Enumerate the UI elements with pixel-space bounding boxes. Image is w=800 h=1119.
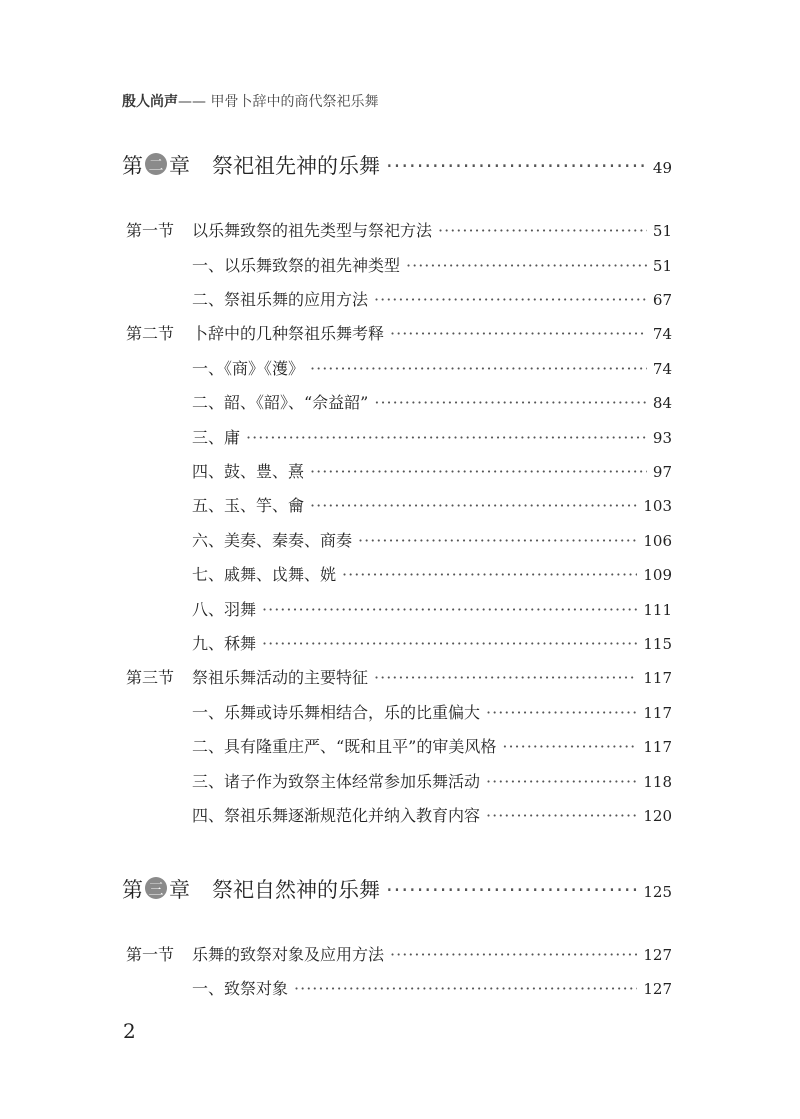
leader-dots (294, 979, 637, 998)
section-label: 第三节 (126, 668, 175, 687)
toc-item (192, 390, 672, 413)
leader-dots (262, 600, 637, 619)
toc-entry-title: 二、祭祖乐舞的应用方法 (192, 290, 369, 309)
toc-page-number: 120 (643, 807, 672, 825)
toc-section (126, 665, 672, 688)
toc-page-number: 117 (643, 669, 672, 687)
section-label: 第二节 (126, 324, 175, 343)
leader-dots (310, 462, 647, 481)
toc-page-number: 117 (643, 704, 672, 722)
toc-item (192, 769, 672, 792)
toc-section (126, 218, 672, 241)
chapter-number-badge: 三 (145, 877, 167, 899)
page-number: 2 (123, 1019, 136, 1043)
book-title: 殷人尚声 (122, 94, 178, 110)
toc-item (192, 700, 672, 723)
leader-dots (374, 393, 647, 412)
chapter-title: 祭祀自然神的乐舞 (212, 878, 380, 902)
leader-dots (310, 359, 647, 378)
leader-dots (246, 428, 647, 447)
toc-page-number: 125 (643, 883, 672, 901)
section-title: 卜辞中的几种祭祖乐舞考释 (192, 324, 385, 343)
chapter-title: 祭祀祖先神的乐舞 (212, 154, 380, 178)
leader-dots (386, 154, 647, 178)
toc-entry-title: 九、秝舞 (192, 634, 257, 653)
toc-entry-title: 二、具有隆重庄严、“既和且平”的审美风格 (192, 737, 497, 756)
toc-entry-title: 八、羽舞 (192, 600, 257, 619)
toc-entry-title: 一、《商》《濩》 (192, 359, 305, 378)
toc-entry-title (126, 665, 368, 688)
toc-entry-title: 一、以乐舞致祭的祖先神类型 (192, 256, 401, 275)
leader-dots (406, 256, 647, 275)
toc-entry-title: 二、韶、《韶》、“佘益韶” (192, 393, 369, 412)
leader-dots (358, 531, 637, 550)
leader-dots (486, 772, 637, 791)
section-label: 第一节 (126, 945, 175, 964)
toc-item (192, 528, 672, 551)
toc-chapter (122, 874, 672, 904)
toc-entry-title: 五、玉、竽、龠 (192, 496, 305, 515)
section-title: 以乐舞致祭的祖先类型与祭祀方法 (192, 221, 433, 240)
toc-entry-title: 三、庸 (192, 428, 241, 447)
toc-item (192, 287, 672, 310)
toc-item (192, 253, 672, 276)
toc-section (126, 321, 672, 344)
toc-page-number: 106 (643, 532, 672, 550)
section-label: 第一节 (126, 221, 175, 240)
chapter-suffix: 章 (169, 878, 190, 902)
toc-entry-title (122, 874, 380, 904)
toc-entry-title: 四、鼓、豊、熹 (192, 462, 305, 481)
toc-entry-title (126, 218, 432, 241)
toc-page-number: 118 (643, 773, 672, 791)
toc-item (192, 597, 672, 620)
toc-item (192, 562, 672, 585)
toc-page-number: 51 (652, 222, 672, 240)
toc-entry-title: 七、戚舞、戉舞、姯 (192, 565, 337, 584)
leader-dots (486, 806, 637, 825)
chapter-number-badge: 二 (145, 153, 167, 175)
toc-page-number: 103 (643, 497, 672, 515)
toc-item (192, 803, 672, 826)
leader-dots (386, 878, 637, 902)
toc-item (192, 493, 672, 516)
toc-entry-title: 一、乐舞或诗乐舞相结合，乐的比重偏大 (192, 703, 481, 722)
chapter-prefix: 第 (122, 878, 143, 902)
toc-item (192, 459, 672, 482)
toc-entry-title: 一、致祭对象 (192, 979, 289, 998)
toc-entry-title (126, 321, 384, 344)
chapter-suffix: 章 (169, 154, 190, 178)
toc-page-number: 51 (652, 257, 672, 275)
leader-dots (502, 737, 637, 756)
toc-page-number: 109 (643, 566, 672, 584)
toc-page-number: 93 (652, 429, 672, 447)
leader-dots (438, 221, 647, 240)
leader-dots (486, 703, 637, 722)
toc-section (126, 942, 672, 965)
toc-page-number: 97 (652, 463, 672, 481)
leader-dots (342, 565, 637, 584)
chapter-label (122, 150, 190, 180)
toc-item (192, 976, 672, 999)
leader-dots (262, 634, 637, 653)
leader-dots (310, 496, 637, 515)
chapter-label (122, 874, 190, 904)
toc-page-number: 115 (643, 635, 672, 653)
toc-page-number: 111 (643, 601, 672, 619)
book-subtitle: —— 甲骨卜辞中的商代祭祀乐舞 (178, 94, 379, 110)
section-title: 祭祖乐舞活动的主要特征 (192, 668, 369, 687)
toc-page-number: 117 (643, 738, 672, 756)
chapter-prefix: 第 (122, 154, 143, 178)
toc-entry-title (122, 150, 380, 180)
toc-item (192, 356, 672, 379)
toc-page-number: 49 (652, 159, 672, 177)
section-title: 乐舞的致祭对象及应用方法 (192, 945, 385, 964)
leader-dots (390, 945, 637, 964)
toc-chapter (122, 150, 672, 180)
toc-page-number: 74 (652, 325, 672, 343)
toc-page-number: 67 (652, 291, 672, 309)
leader-dots (390, 324, 647, 343)
toc-entry-title: 四、祭祖乐舞逐渐规范化并纳入教育内容 (192, 806, 481, 825)
toc-item (192, 425, 672, 448)
leader-dots (374, 668, 637, 687)
toc-page-number: 127 (643, 980, 672, 998)
toc-entry-title (126, 942, 384, 965)
toc-item (192, 734, 672, 757)
toc-entry-title: 六、美奏、秦奏、商奏 (192, 531, 353, 550)
toc-page-number: 127 (643, 946, 672, 964)
leader-dots (374, 290, 647, 309)
toc-item (192, 631, 672, 654)
toc-page-number: 84 (652, 394, 672, 412)
toc-page-number: 74 (652, 360, 672, 378)
toc-entry-title: 三、诸子作为致祭主体经常参加乐舞活动 (192, 772, 481, 791)
